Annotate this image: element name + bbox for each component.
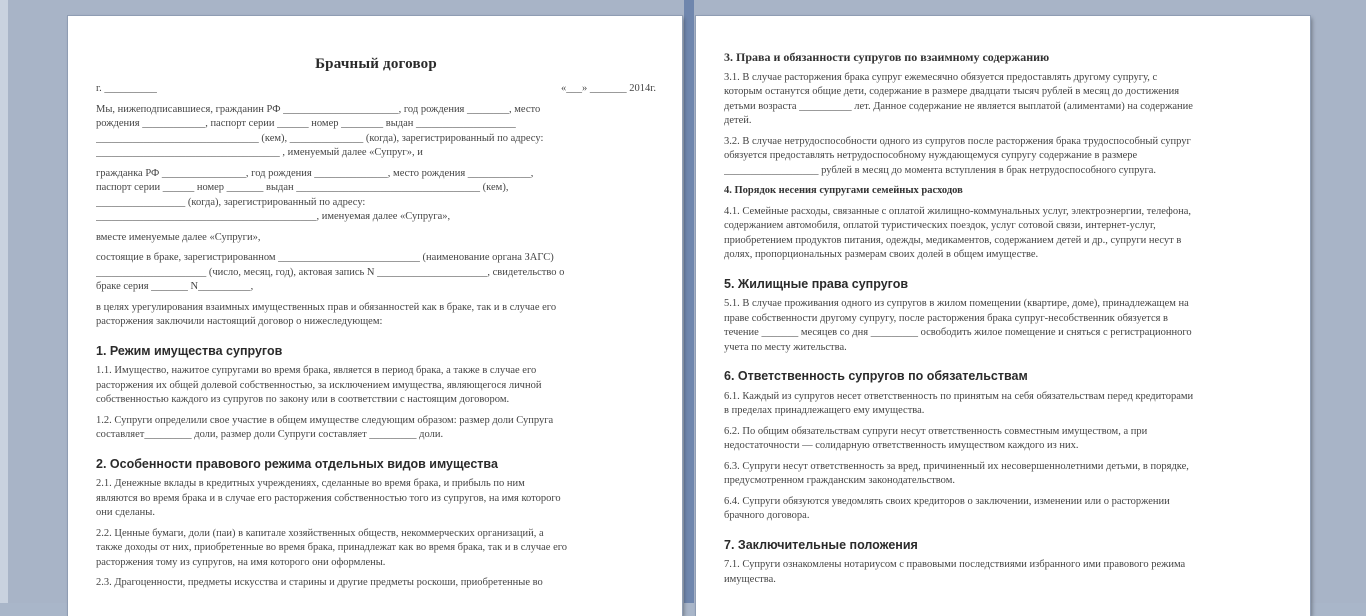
text-line: __________________ рублей в месяц до момента вступления в брак нетрудоспособного супруга.	[724, 164, 1157, 176]
section-1-heading: 1. Режим имущества супругов	[96, 343, 283, 358]
section-4-body	[724, 205, 1280, 263]
text-line: 3.2. В случае нетрудоспособности одного из супругов после расторжения брака трудоспособный супруг	[724, 135, 1191, 147]
text-line: 6.4. Супруги обязуются уведомлять своих кредиторов о заключении, изменении или о расторжении	[724, 495, 1170, 507]
text-line: 2.1. Денежные вклады в кредитных учреждениях, сделанные во время брака, и прибыль по ним	[96, 478, 525, 489]
text-line: они сделаны.	[96, 507, 155, 518]
text-line: 1.2. Супруги определили свое участие в общем имуществе следующим образом: размер доли Супруга	[96, 414, 554, 426]
section-2-heading: 2. Особенности правового режима отдельных видов имущества	[96, 456, 498, 471]
text-line: _________________ (когда), зарегистрированный по адресу:	[96, 196, 366, 208]
text-line: недостаточности — солидарную ответственность имуществом каждого из них.	[724, 440, 1079, 451]
text-line: учета по месту жительства.	[724, 341, 847, 353]
text-line: собственностью каждого из супругов по закону или в соответствии с настоящим договором.	[96, 394, 510, 405]
text-line: __________________________________________, именуемая далее «Супруга»,	[96, 211, 451, 222]
section-5-body	[724, 297, 1280, 355]
text-line: обязуется предоставлять нетрудоспособному нуждающемуся супругу содержание в размере	[724, 150, 1138, 161]
text-line: составляет_________ доли, размер доли Супруги составляет _________ доли.	[96, 429, 444, 440]
section-6-heading: 6. Ответственность супругов по обязательствам	[724, 369, 1028, 383]
header-city: г. __________	[96, 83, 157, 94]
header-date: «___» _______ 2014г.	[561, 83, 656, 94]
text-line: 1.1. Имущество, нажитое супругами во время брака, является в период брака, а также в случае его	[96, 365, 537, 376]
text-line: расторжения тому из супругов, на имя которого они оформлены.	[96, 556, 386, 568]
section-5-heading: 5. Жилищные права супругов	[724, 276, 909, 291]
text-line: предусмотренном гражданским законодательством.	[724, 475, 955, 486]
text-line: ___________________________________ , именуемый далее «Супруг», и	[96, 147, 423, 158]
text-line: 6.3. Супруги несут ответственность за вред, причиненный их несовершеннолетними детьми, в порядке,	[724, 460, 1189, 472]
text-line: течение _______ месяцев со дня _________ освободить жилое помещение и сняться с регистрационного	[724, 327, 1192, 338]
section-1-body	[96, 364, 656, 443]
page-2-content	[724, 44, 1280, 587]
text-line: 5.1. В случае проживания одного из супругов в жилом помещении (квартире, доме), принадлежащем на	[724, 298, 1189, 309]
section-7-heading: 7. Заключительные положения	[724, 537, 918, 552]
intro-block	[96, 103, 656, 330]
text-line: рождения ____________, паспорт серии ______ номер ________ выдан ___________________	[96, 118, 516, 129]
text-line: 7.1. Супруги ознакомлены нотариусом с правовыми последствиями избранного ими правового режима	[724, 559, 1186, 570]
document-title: Брачный договор	[315, 56, 437, 72]
text-line: 4.1. Семейные расходы, связанные с оплатой жилищно-коммунальных услуг, электроэнергии, телефона,	[724, 205, 1192, 217]
text-line: имущества.	[724, 573, 776, 585]
text-line: расторжения заключили настоящий договор о нижеследующем:	[96, 316, 383, 327]
text-line: _____________________ (число, месяц, год), актовая запись N _____________________, свидетельство о	[96, 266, 565, 278]
text-line: Мы, нижеподписавшиеся, гражданин РФ ______________________, год рождения ________, место	[96, 103, 541, 115]
text-line: состоящие в браке, зарегистрированном ___________________________ (наименование органа ЗАГС)	[96, 252, 554, 263]
text-line: являются во время брака и в случае его расторжения собственностью того из супругов, на имя которого	[96, 492, 561, 504]
document-page-2[interactable]	[696, 16, 1310, 616]
text-line: в целях урегулирования взаимных имущественных прав и обязанностей как в браке, так и в случае его	[96, 301, 557, 313]
section-2-body	[96, 477, 656, 591]
text-line: гражданка РФ ________________, год рождения ______________, место рождения ____________,	[96, 167, 534, 179]
text-line: в пределах принадлежащего ему имущества.	[724, 405, 925, 416]
text-line: также доходы от них, приобретенные во время брака, принадлежат как во время брака, так и в случае его	[96, 542, 568, 553]
text-line: 6.1. Каждый из супругов несет ответственность по принятым на себя обязательствам перед кредиторами	[724, 390, 1194, 402]
document-page-1[interactable]	[68, 16, 682, 616]
section-3-body	[724, 71, 1280, 179]
text-line: вместе именуемые далее «Супруги»,	[96, 231, 261, 243]
text-line: приобретением продуктов питания, одежды, медикаментов, содержанием детей и др., супруги несут в	[724, 234, 1182, 246]
text-line: 2.2. Ценные бумаги, доли (паи) в капитале хозяйственных обществ, некоммерческих организаций, а	[96, 527, 544, 539]
text-line: праве собственности другому супругу, после расторжения брака супруг-несобственник обязуется в	[724, 312, 1169, 324]
page-1-content	[96, 54, 656, 591]
text-line: паспорт серии ______ номер _______ выдан ___________________________________ (кем),	[96, 182, 509, 193]
text-line: расторжения их общей долевой собственностью, за исключением имущества, являющегося личной	[96, 379, 542, 391]
section-7-body	[724, 558, 1280, 587]
text-line: детьми возраста __________ лет. Данное содержание не является выплатой (алиментами) на содержание	[724, 100, 1193, 112]
text-line: детей.	[724, 115, 752, 126]
section-4-heading: 4. Порядок несения супругами семейных расходов	[724, 185, 963, 196]
text-line: 2.3. Драгоценности, предметы искусства и старины и другие предметы роскоши, приобретенные во	[96, 577, 543, 588]
section-6-body	[724, 390, 1280, 524]
text-line: 3.1. В случае расторжения брака супруг ежемесячно обязуется предоставлять другому супругу, с	[724, 71, 1158, 83]
left-edge-strip	[0, 0, 8, 603]
text-line: 6.2. По общим обязательствам супруги несут ответственность совместным имуществом, а при	[724, 425, 1148, 437]
text-line: которым останутся общие дети, содержание в размере двадцати тысяч рублей в месяц до достижения	[724, 86, 1180, 97]
text-line: брачного договора.	[724, 510, 810, 521]
header-row	[96, 82, 656, 97]
text-line: браке серия _______ N__________,	[96, 281, 254, 292]
page-gutter	[684, 0, 694, 603]
text-line: _______________________________ (кем), ______________ (когда), зарегистрированный по адресу:	[96, 132, 544, 144]
text-line: долях, пропорциональных размерам своих долей в общем имуществе.	[724, 249, 1039, 260]
section-3-heading: 3. Права и обязанности супругов по взаимному содержанию	[724, 50, 1050, 64]
text-line: содержанием автомобиля, оплатой туристических поездок, услуг сотовой связи, интернет-услуг,	[724, 220, 1156, 231]
